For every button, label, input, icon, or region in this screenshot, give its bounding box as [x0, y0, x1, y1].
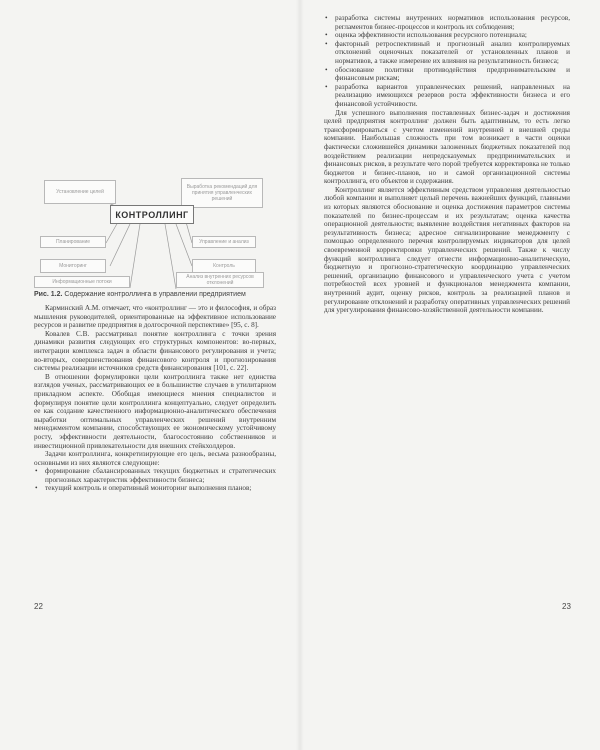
paragraph: Карминский А.М. отмечает, что «контроллинг — это и философия, и образ мышления руководителей, ориентированные на эффективное использование ресурсов и развитие предприятия в долгосрочной перспективе» [95, с. 8]. [34, 304, 276, 330]
node-recommendations: Выработка рекомендаций для принятия управленческих решений [181, 178, 263, 208]
page-number-left: 22 [34, 602, 43, 611]
paragraph: Ковалев С.В. рассматривал понятие контроллинга с точки зрения динамики развития следующих его структурных компонентов: во-первых, интеграции комплекса задач в области финансового регулирования и учета; во-вторых, совершенствования финансового контроля и прогнозирования системы реализации источников средств финансирования [101, с. 22]. [34, 329, 276, 373]
paragraph: Контроллинг является эффективным средством управления деятельностью любой компании и выполняет целый перечень важнейших функций, главными из которых являются обоснование и оценка достижения параметров системы показателей по бизнес-процессам и их результатам; оценка качества операционной деятельности; выявление воздействия негативных факторов на результативность бизнеса; адресное сигнализирование менеджменту с помощью определенного перечня контролируемых индикаторов для целей своевременной корректировки управленческих решений. Также к числу функций контроллинга следует отнести информационно-аналитическую, бюджетную и прогнозно-стратегическую координацию управленческих решений, организацию финансового и управленческого учета с учетом потребностей всех уровней и функционалов менеджмента компании, внутренний аудит, оценку рисков, контроль за реализацией планов и регулирование отклонений и разработку оперативных управленческих решений для урегулирования финансово-хозяйственной деятельности компании. [324, 185, 570, 315]
paragraph: Для успешного выполнения поставленных бизнес-задач и достижения целей предприятия контроллинг должен быть адаптивным, то есть легко трансформироваться с учетом изменений внутренней и внешней среды компании. Наибольшая сложность при том возникает в части оценки фактически сложившейся динамики заложенных бюджетных показателей под воздействием реализации непредсказуемых предпринимательских и финансовых рисков, в результате чего порой требуется корректировка не только бюджетов и бизнес-планов, но и самой организационной системы контроллинга, его объектов и содержания. [324, 108, 570, 186]
connector-lower-right [176, 224, 192, 266]
paragraph: Задачи контроллинга, конкретизирующие его цель, весьма разнообразны, основными из них являются следующие: [34, 450, 276, 467]
task-list [34, 467, 276, 493]
list-item: • разработка вариантов управленческих решений, направленных на реализацию имеющихся резервов роста эффективности бизнеса и его финансовой устойчивости. [324, 83, 570, 109]
right-page [300, 0, 600, 750]
left-body-text [34, 304, 276, 493]
list-item: • разработка системы внутренних нормативов использования ресурсов, регламентов бизнес-процессов и контроль их соблюдения; [324, 14, 570, 31]
connector-bottom-left [130, 224, 140, 288]
node-controlling: КОНТРОЛЛИНГ [110, 205, 194, 224]
caption-text: Содержание контроллинга в управлении предприятием [64, 291, 246, 298]
node-management-analysis: Управление и анализ [192, 236, 256, 248]
node-planning: Планирование [40, 236, 106, 248]
connector-mid-left [106, 222, 118, 243]
node-info-flows: Информационные потоки [34, 276, 130, 288]
task-list-continued [324, 14, 570, 109]
node-goals: Установление целей [44, 180, 116, 204]
node-control: Контроль [192, 259, 256, 273]
controlling-diagram [0, 0, 300, 290]
connector-bottom-right [165, 224, 176, 289]
list-item: • факторный ретроспективный и прогнозный анализ контролируемых отклонений оценочных показателей от установленных планов и нормативов, а также измерение их влияния на результативность бизнеса; [324, 40, 570, 66]
list-item: • текущий контроль и оперативный мониторинг выполнения планов; [34, 484, 276, 493]
caption-label: Рис. 1.2. [34, 291, 63, 298]
node-resource-analysis: Анализ внутренних ресурсов отклонений [176, 272, 264, 288]
node-monitoring: Мониторинг [40, 259, 106, 273]
list-item: • оценка эффективности использования ресурсного потенциала; [324, 31, 570, 40]
right-body-text [324, 14, 570, 315]
list-item: • формирование сбалансированных текущих бюджетных и стратегических прогнозных характеристик эффективности бизнеса; [34, 467, 276, 484]
list-item: • обоснование политики противодействия предпринимательским и финансовым рискам; [324, 66, 570, 83]
figure-caption [34, 291, 284, 298]
page-number-right: 23 [562, 602, 571, 611]
paragraph: В отношении формулировки цели контроллинга также нет единства взглядов ученых, рассматривающих ее в большинстве случаев в утилитарном прикладном аспекте. Обобщая имеющиеся мнения специалистов и формулируя понятие цели контроллинга концептуально, следует определить ее как создание качественного информационно-аналитического обеспечения выработки оптимальных управленческих решений внутренним менеджментом компании, способствующих ее экономическому устойчивому росту, эффективности деятельности, благосостоянию собственников и инвестиционной привлекательности для внешних стейкхолдеров. [34, 372, 276, 450]
